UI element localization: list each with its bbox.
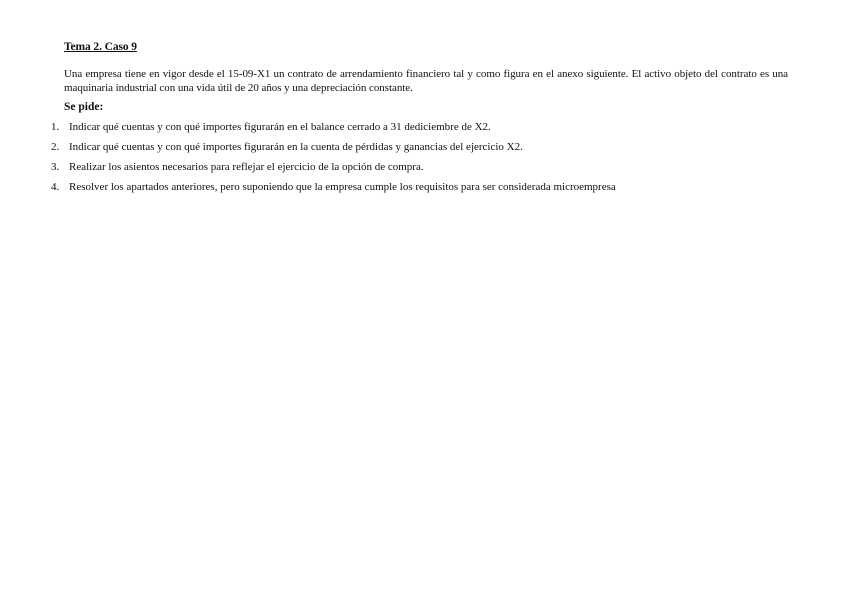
requirements-heading: Se pide: — [64, 101, 104, 113]
list-item-number: 4. — [51, 181, 60, 193]
case-title: Tema 2. Caso 9 — [64, 41, 137, 53]
list-item — [51, 160, 791, 180]
list-item-number: 2. — [51, 141, 60, 153]
list-item-number: 1. — [51, 121, 60, 133]
list-item — [51, 140, 791, 160]
list-item — [51, 120, 791, 140]
list-item-number: 3. — [51, 161, 60, 173]
list-item-text: Realizar los asientos necesarios para reflejar el ejercicio de la opción de compra. — [69, 161, 424, 173]
list-item — [51, 180, 791, 200]
list-item-text: Resolver los apartados anteriores, pero suponiendo que la empresa cumple los requisitos para ser considerada microempresa — [69, 181, 616, 193]
case-description: Una empresa tiene en vigor desde el 15-09-X1 un contrato de arrendamiento financiero tal y como figura en el anexo siguiente. El activo objeto del contrato es una maquinaria industrial con una vida útil de 20 años y una depreciación constante. — [64, 68, 788, 94]
list-item-text: Indicar qué cuentas y con qué importes figurarán en el balance cerrado a 31 dediciembre de X2. — [69, 121, 491, 133]
requirements-list — [51, 120, 791, 200]
list-item-text: Indicar qué cuentas y con qué importes figurarán en la cuenta de pérdidas y ganancias del ejercicio X2. — [69, 141, 523, 153]
